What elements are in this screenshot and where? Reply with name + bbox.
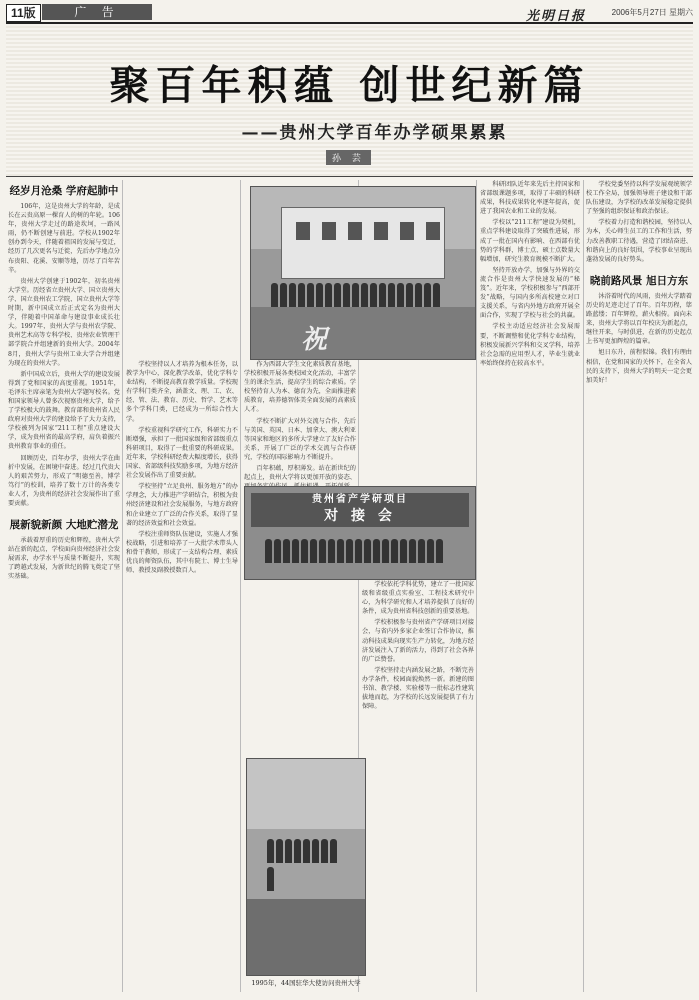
paragraph: 新中国成立后，贵州大学的建设发展得到了党和国家的高度重视。1951年，毛泽东主席亲笔为贵州大学题写校名。党和国家领导人曾多次视察贵州大学，给予了学校极大的鼓舞。教育部和贵州省人民政府对贵州大学的建设给予了大力支持，学校被列为国家“211工程”重点建设大学，成为贵州省的最高学府，肩负着振兴贵州教育事业的重任。: [8, 370, 120, 451]
paragraph: 科研团队近年来先后主持国家和省部级课题多项，取得了丰硕的科研成果，科技成果转化率逐年提高，促进了我国农业和工业的发展。: [480, 181, 580, 216]
paragraph: 回顾历史，百年办学，贵州大学在曲折中发展，在困境中奋进。经过几代贵大人的艰苦努力，形成了“明德至善，博学笃行”的校训，培养了数十万计的各类专业人才，为贵州的经济社会发展作出了重要贡献。: [8, 454, 120, 507]
main-title: 聚百年积蕴 创世纪新篇: [109, 63, 590, 109]
column-divider: [122, 180, 123, 992]
paragraph: 学校主动适应经济社会发展需要，不断调整和优化学科专业结构，积极发展新兴学科和交叉学科，培养社会急需的应用型人才，毕业生就业率始终保持在较高水平。: [480, 323, 580, 367]
photo-people: [271, 283, 455, 309]
paragraph: 坚持开放办学，加强与外界的交流合作是贵州大学快速发展的“秘笈”。近年来，学校积极参与“西部开发”战略，与国内多所高校建立对口支援关系，与省内外地方政府开展全面合作，实现了学校与社会的共赢。: [480, 266, 580, 320]
column-divider: [476, 180, 477, 992]
banner-line-1: 贵州省产学研项目: [312, 494, 408, 505]
paragraph: 贵州大学创建于1902年，初名贵州大学堂。历经省立贵州大学、国立贵州大学、国立贵州农工学院、国立贵州大学等时期，新中国成立后正式定名为贵州大学，伴随着中国革命与建设事业成长壮大。1997年，贵州大学与贵州农学院、贵州艺术高等专科学校、贵州农业管理干部学院合并组建新的贵州大学。2004年8月，贵州大学与贵州工业大学合并组建为现在的贵州大学。: [8, 277, 120, 367]
issue-date: 2006年5月27日 星期六: [611, 8, 693, 17]
paragraph: 沐浴着时代的风雨，贵州大学踏着历史的足迹走过了百年。百年历程，筚路蓝缕；百年辉煌，薪火相传。面向未来，贵州大学将以百年校庆为新起点，继往开来，与时俱进，在新的历史起点上书写更加辉煌的篇章。: [586, 292, 692, 346]
column-divider: [583, 180, 584, 992]
paragraph: 学校着力打造和谐校园，坚持以人为本，关心师生员工的工作和生活，努力改善教职工待遇，营造了团结奋进、和谐向上的良好氛围，学校事业呈现出蓬勃发展的良好势头。: [586, 219, 692, 263]
paragraph: 学校党委坚持以科学发展观统领学校工作全局，加强领导班子建设和干部队伍建设，为学校的改革发展稳定提供了坚强的组织保证和政治保证。: [586, 181, 692, 216]
photo-ground: [251, 307, 475, 359]
paper-name: 光明日报: [526, 9, 587, 24]
conference-people: [265, 539, 455, 565]
paragraph: 百年积蕴，厚积薄发。站在新世纪的起点上，贵州大学将以更加开放的姿态、: [244, 465, 356, 482]
paragraph: 学校不断扩大对外交流与合作，先后与美国、英国、日本、加拿大、澳大利亚等国家和地区的多所大学建立了友好合作关系，开展了广泛的学术交流与合作研究，学校的国际影响力不断提升。: [244, 417, 356, 461]
paragraph: 学校坚持走内涵发展之路，不断完善办学条件，校园面貌焕然一新。新建的图书馆、教学楼、实验楼等一批标志性建筑拔地而起，为学校的长远发展提供了有力保障。: [362, 666, 474, 711]
article-column-4: [362, 580, 474, 992]
photo-caption: 1995年，44国驻华大使访问贵州大学: [251, 979, 361, 987]
banner-line-2: 对 接 会: [324, 508, 396, 524]
paragraph: 学校依托学科优势，建立了一批国家级和省级重点实验室、工程技术研究中心，为科学研究和人才培养提供了良好的条件，成为贵州省科技创新的重要基地。: [362, 581, 474, 616]
paragraph: 承载着厚重的历史和辉煌，贵州大学站在新的起点，学校面向贵州经济社会发展需求，办学水平与质量不断提升，实现了跨越式发展，为新世纪的腾飞奠定了坚实基础。: [8, 537, 120, 581]
paragraph: 学校注重师资队伍建设，实施人才强校战略，引进和培养了一大批学术带头人和骨干教师，形成了一支结构合理、素质优良的师资队伍，其中有院士、博士生导师、教授及副教授数百人。: [126, 530, 238, 575]
photo-building: [281, 207, 445, 279]
paragraph: 学校积极参与贵州省产学研项目对接会，与省内外多家企业签订合作协议，推动科技成果向现实生产力转化，为地方经济发展注入了新的活力，得到了社会各界的广泛赞誉。: [362, 619, 474, 663]
paragraph: 106年，这是贵州大学的年龄，是成长在云贵高原一棵育人的树的年轮。106年，贵州大学走过的路途坎坷，一路风雨，仍不断创建与前进。学校从1902年创办到今天，伴随着祖国的发展与变迁，经历了几次更名与迁徙，先后办学地点分布贵阳、花溪、安顺等地，历尽了百年苦辛。: [8, 203, 120, 274]
article-column-2: [126, 360, 238, 992]
paragraph: 学校坚持“立足贵州、服务地方”的办学理念，大力推进产学研结合，积极为贵州经济建设和社会发展服务，与地方政府和企业建立了广泛的合作关系，取得了显著的经济效益和社会效益。: [126, 483, 238, 527]
article-column-6: [586, 180, 692, 992]
conference-banner: [251, 493, 469, 527]
conference-photo: [244, 486, 476, 580]
byline: 孙 芸: [326, 150, 371, 165]
photo-stamp: 祝: [301, 325, 332, 355]
article-column-1: [8, 180, 120, 992]
section-tag: 广 告: [42, 4, 152, 20]
section-heading-3: 晓前路风景 旭日方东: [589, 274, 689, 287]
paragraph: 作为西部大学生文化素质教育基地，学校积极开展各类校园文化活动，丰富学生的课余生活，提高学生的综合素质。学校坚持育人为本、德育为先，全面推进素质教育，培养德智体美全面发展的高素质人才。: [244, 361, 356, 414]
column-divider: [240, 180, 241, 992]
campus-photo: [250, 186, 476, 360]
paragraph: 学校重视科学研究工作，科研实力不断增强，承担了一批国家级和省部级重点科研项目，取得了一批重要的科研成果。近年来，学校科研经费大幅度增长，获得国家、省部级科技奖励多项，为地方经济社会发展作出了重要贡献。: [126, 426, 238, 480]
paragraph: 学校以“211工程”建设为契机，重点学科建设取得了突破性进展，形成了一批在国内有影响、在西部有优势的学科群，博士点、硕士点数量大幅增加，研究生教育规模不断扩大。: [480, 219, 580, 263]
ambassadors-people: [267, 839, 345, 865]
ambassadors-photo: [246, 758, 366, 976]
page-number: 11版: [6, 4, 41, 22]
article-column-5: [480, 180, 580, 992]
headline-area: [6, 26, 693, 177]
masthead: [6, 4, 693, 24]
section-heading-1: 经岁月沧桑 学府起肺中: [9, 185, 119, 197]
paragraph: 旭日东升，前程似锦。我们有理由相信，在党和国家的关怀下，在全省人民的支持下，贵州大学的明天一定会更加美好！: [586, 349, 692, 384]
sub-title: ——贵州大学百年办学硕果累累: [241, 123, 508, 143]
paragraph: 学校坚持以人才培养为根本任务，以教学为中心，深化教学改革，优化学科专业结构，不断提高教育教学质量。学校现有学科门类齐全，涵盖文、理、工、农、经、管、法、教育、历史、哲学、艺术等多个学科门类，已经成为一所综合性大学。: [126, 361, 238, 423]
section-heading-2: 展新貌新颜 大地贮潜龙: [9, 519, 119, 532]
